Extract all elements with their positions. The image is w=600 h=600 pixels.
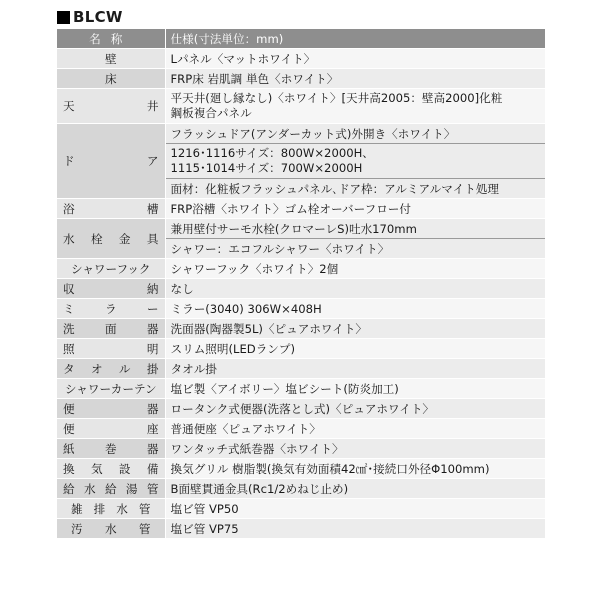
- faucet-name-char: 具: [146, 231, 159, 246]
- mirror-name-char: ミ: [63, 301, 75, 316]
- table-row: [57, 479, 545, 499]
- sewage-name-char: 管: [138, 521, 151, 536]
- header-name: 名称: [57, 29, 165, 49]
- row-value-sewage: 塩ビ管 VP75: [165, 519, 545, 539]
- basin-name-char: 器: [146, 321, 159, 336]
- row-name-towel: [57, 359, 165, 379]
- seat-name-a: 便: [63, 421, 75, 436]
- table-row: [57, 499, 545, 519]
- table-row: [57, 124, 545, 144]
- row-value-basin: 洗面器(陶器製5L)〈ピュアホワイト〉: [165, 319, 545, 339]
- table-row: [57, 459, 545, 479]
- lighting-name-a: 照: [63, 341, 75, 356]
- sewage-name-char: 水: [104, 521, 117, 536]
- row-name-drain: [57, 499, 165, 519]
- faucet-name-char: 金: [118, 231, 131, 246]
- row-value-bathtub: FRP浴槽〈ホワイト〉ゴム栓オーバーフロー付: [165, 199, 545, 219]
- table-row: [57, 259, 545, 279]
- row-value-door-3: 面材：化粧板フラッシュパネル､ドア枠：アルミアルマイト処理: [165, 179, 545, 199]
- row-value-faucet-1: 兼用壁付サーモ水栓(クロマーレS)吐水170mm: [165, 219, 545, 239]
- vent-name-char: 換: [63, 461, 75, 476]
- table-row: [57, 279, 545, 299]
- row-value-towel: タオル掛: [165, 359, 545, 379]
- door-size-line-2: 1115･1014サイズ：700W×2000H: [170, 161, 363, 175]
- row-name-curtain: シャワーカーテン: [57, 379, 165, 399]
- row-value-shower-hook: シャワーフック〈ホワイト〉2個: [165, 259, 545, 279]
- storage-name-b: 納: [146, 281, 159, 296]
- row-value-toilet: ロータンク式便器(洗落とし式)〈ピュアホワイト〉: [165, 399, 545, 419]
- row-name-storage: [57, 279, 165, 299]
- row-name-water-supply: [57, 479, 165, 499]
- basin-name-char: 面: [104, 321, 117, 336]
- row-value-water-supply: B面壁貫通金具(Rc1/2めねじ止め): [165, 479, 545, 499]
- ceiling-line-2: 鋼板複合パネル: [170, 106, 252, 120]
- paper-name-char: 紙: [63, 441, 75, 456]
- row-value-paper: ワンタッチ式紙巻器〈ホワイト〉: [165, 439, 545, 459]
- toilet-name-a: 便: [63, 401, 75, 416]
- door-name-a: ド: [63, 154, 75, 168]
- drain-name-char: 雑: [71, 501, 83, 516]
- row-value-faucet-2: シャワー：エコフルシャワー〈ホワイト〉: [165, 239, 545, 259]
- table-row: [57, 379, 545, 399]
- row-value-ceiling: [165, 89, 545, 124]
- row-name-basin: [57, 319, 165, 339]
- spec-table: [57, 29, 545, 539]
- table-row: [57, 439, 545, 459]
- drain-name-char: 管: [138, 501, 151, 516]
- row-value-drain: 塩ビ管 VP50: [165, 499, 545, 519]
- row-value-wall: Lパネル〈マットホワイト〉: [165, 49, 545, 69]
- table-row: [57, 519, 545, 539]
- row-value-seat: 普通便座〈ピュアホワイト〉: [165, 419, 545, 439]
- door-name-b: ア: [146, 154, 159, 168]
- black-square-icon: [57, 11, 70, 24]
- storage-name-a: 収: [63, 281, 75, 296]
- table-row: [57, 399, 545, 419]
- water-supply-name-char: 水: [83, 481, 96, 496]
- paper-name-char: 器: [146, 441, 159, 456]
- seat-name-b: 座: [146, 421, 159, 436]
- ceiling-name-a: 天: [63, 99, 75, 113]
- row-value-vent: 換気グリル 樹脂製(換気有効面積42㎠･接続口外径Φ100mm): [165, 459, 545, 479]
- towel-name-char: タ: [63, 361, 75, 376]
- row-value-door-1: フラッシュドア(アンダーカット式)外開き〈ホワイト〉: [165, 124, 545, 144]
- model-title: BLCW: [73, 8, 123, 26]
- table-row: [57, 359, 545, 379]
- table-row: [57, 199, 545, 219]
- drain-name-char: 水: [116, 501, 128, 516]
- water-supply-name-char: 湯: [125, 481, 138, 496]
- table-row: [57, 299, 545, 319]
- ceiling-name-b: 井: [146, 99, 159, 113]
- row-value-mirror: ミラー(3040) 306W×408H: [165, 299, 545, 319]
- water-supply-name-char: 管: [146, 481, 159, 496]
- vent-name-char: 備: [146, 461, 159, 476]
- faucet-name-char: 栓: [90, 231, 103, 246]
- bathtub-name-a: 浴: [63, 201, 75, 216]
- header-spec: 仕様(寸法単位：mm): [165, 29, 545, 49]
- towel-name-char: 掛: [146, 361, 159, 376]
- table-row: [57, 339, 545, 359]
- faucet-name-char: 水: [63, 231, 75, 246]
- table-row: [57, 419, 545, 439]
- drain-name-char: 排: [93, 501, 106, 516]
- vent-name-char: 気: [90, 461, 103, 476]
- row-name-lighting: [57, 339, 165, 359]
- table-header-row: [57, 29, 545, 49]
- row-name-mirror: [57, 299, 165, 319]
- toilet-name-b: 器: [146, 401, 159, 416]
- water-supply-name-char: 給: [104, 481, 117, 496]
- sewage-name-char: 汚: [71, 521, 83, 536]
- row-name-door: [57, 124, 165, 199]
- row-name-ceiling: [57, 89, 165, 124]
- bathtub-name-b: 槽: [146, 201, 159, 216]
- spec-heading: [57, 6, 123, 28]
- row-value-floor: FRP床 岩肌調 単色〈ホワイト〉: [165, 69, 545, 89]
- row-name-sewage: [57, 519, 165, 539]
- towel-name-char: オ: [90, 361, 103, 376]
- row-name-floor: 床: [57, 69, 165, 89]
- table-row: [57, 89, 545, 124]
- row-value-lighting: スリム照明(LEDランプ): [165, 339, 545, 359]
- row-name-faucet: [57, 219, 165, 259]
- row-name-paper: [57, 439, 165, 459]
- ceiling-line-1: 平天井(廻し縁なし)〈ホワイト〉[天井高2005：壁高2000]化粧: [170, 91, 503, 105]
- paper-name-char: 巻: [104, 441, 117, 456]
- row-name-bathtub: [57, 199, 165, 219]
- water-supply-name-char: 給: [63, 481, 75, 496]
- row-name-toilet: [57, 399, 165, 419]
- table-row: [57, 219, 545, 239]
- row-value-door-2: [165, 144, 545, 179]
- door-size-line-1: 1216･1116サイズ：800W×2000H、: [170, 146, 374, 160]
- mirror-name-char: ラ: [104, 301, 117, 316]
- table-row: [57, 69, 545, 89]
- row-value-storage: なし: [165, 279, 545, 299]
- table-row: [57, 49, 545, 69]
- mirror-name-char: ー: [146, 301, 159, 316]
- vent-name-char: 設: [118, 461, 131, 476]
- lighting-name-b: 明: [146, 341, 159, 356]
- row-name-vent: [57, 459, 165, 479]
- table-row: [57, 319, 545, 339]
- row-name-seat: [57, 419, 165, 439]
- row-name-wall: 壁: [57, 49, 165, 69]
- row-name-shower-hook: シャワーフック: [57, 259, 165, 279]
- basin-name-char: 洗: [63, 321, 75, 336]
- towel-name-char: ル: [118, 361, 131, 376]
- row-value-curtain: 塩ビ製〈アイボリー〉塩ビシート(防炎加工): [165, 379, 545, 399]
